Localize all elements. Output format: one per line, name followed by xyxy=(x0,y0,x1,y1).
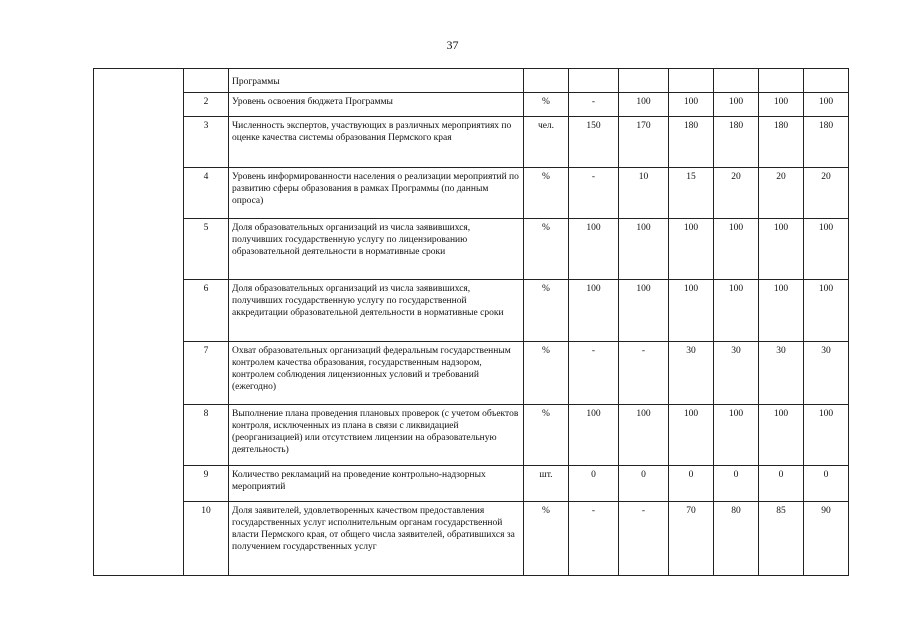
unit-cell: % xyxy=(524,219,569,280)
value-cell: 0 xyxy=(569,466,619,502)
value-cell: 70 xyxy=(669,502,714,576)
unit-cell: % xyxy=(524,405,569,466)
value-cell: 100 xyxy=(669,93,714,117)
value-cell: 100 xyxy=(804,219,849,280)
row-number-cell: 10 xyxy=(184,502,229,576)
value-cell: 85 xyxy=(759,502,804,576)
unit-cell: % xyxy=(524,502,569,576)
value-cell: 0 xyxy=(759,466,804,502)
value-cell: 30 xyxy=(669,342,714,405)
value-cell: 20 xyxy=(759,168,804,219)
value-cell: 100 xyxy=(714,405,759,466)
value-cell xyxy=(714,69,759,93)
value-cell: 100 xyxy=(619,219,669,280)
table-row xyxy=(94,69,849,93)
indicator-name-cell: Выполнение плана проведения плановых проверок (с учетом объектов контроля, исключенных из плана в связи с ликвидацией (реорганизацией) или отсутствием лицензии на образовательную деятельность) xyxy=(229,405,524,466)
indicator-name-cell: Охват образовательных организаций федеральным государственным контролем качества образования, государственным надзором, контролем соблюдения лицензионных условий и требований (ежегодно) xyxy=(229,342,524,405)
indicator-name-cell: Доля образовательных организаций из числа заявившихся, получивших государственную услугу по лицензированию образовательной деятельности в нормативные сроки xyxy=(229,219,524,280)
value-cell: 20 xyxy=(714,168,759,219)
value-cell: 100 xyxy=(569,219,619,280)
value-cell: 180 xyxy=(669,117,714,168)
value-cell: 100 xyxy=(669,405,714,466)
table-row xyxy=(94,405,849,466)
value-cell: 80 xyxy=(714,502,759,576)
value-cell: 100 xyxy=(804,405,849,466)
value-cell: 0 xyxy=(619,466,669,502)
value-cell: 170 xyxy=(619,117,669,168)
table-row xyxy=(94,502,849,576)
value-cell: 180 xyxy=(804,117,849,168)
value-cell: 100 xyxy=(569,405,619,466)
unit-cell: шт. xyxy=(524,466,569,502)
value-cell: 180 xyxy=(759,117,804,168)
table-row xyxy=(94,168,849,219)
value-cell: - xyxy=(619,502,669,576)
value-cell: 30 xyxy=(714,342,759,405)
value-cell: - xyxy=(569,168,619,219)
table-row xyxy=(94,466,849,502)
table-row xyxy=(94,342,849,405)
indicator-name-cell: Уровень освоения бюджета Программы xyxy=(229,93,524,117)
value-cell: 100 xyxy=(714,219,759,280)
value-cell: 100 xyxy=(759,280,804,342)
indicators-table xyxy=(93,68,849,576)
row-number-cell xyxy=(184,69,229,93)
value-cell: 0 xyxy=(714,466,759,502)
value-cell: 100 xyxy=(619,280,669,342)
value-cell xyxy=(619,69,669,93)
indicator-name-cell: Уровень информированности населения о реализации мероприятий по развитию сферы образования в рамках Программы (по данным опроса) xyxy=(229,168,524,219)
value-cell: 100 xyxy=(619,405,669,466)
value-cell: 100 xyxy=(669,219,714,280)
value-cell: 100 xyxy=(669,280,714,342)
value-cell: - xyxy=(619,342,669,405)
value-cell xyxy=(759,69,804,93)
value-cell: 100 xyxy=(759,405,804,466)
value-cell: 100 xyxy=(804,280,849,342)
value-cell: 15 xyxy=(669,168,714,219)
indicator-name-cell: Количество рекламаций на проведение контрольно-надзорных мероприятий xyxy=(229,466,524,502)
value-cell: 150 xyxy=(569,117,619,168)
value-cell: 100 xyxy=(759,93,804,117)
row-number-cell: 8 xyxy=(184,405,229,466)
page-number: 37 xyxy=(446,38,459,52)
unit-cell xyxy=(524,69,569,93)
row-number-cell: 3 xyxy=(184,117,229,168)
indicator-name-cell: Численность экспертов, участвующих в различных мероприятиях по оценке качества системы образования Пермского края xyxy=(229,117,524,168)
row-number-cell: 6 xyxy=(184,280,229,342)
value-cell: - xyxy=(569,502,619,576)
row-number-cell: 9 xyxy=(184,466,229,502)
indicator-name-cell: Доля образовательных организаций из числа заявившихся, получивших государственную услугу по государственной аккредитации образовательной деятельности в нормативные сроки xyxy=(229,280,524,342)
value-cell: 100 xyxy=(804,93,849,117)
unit-cell: чел. xyxy=(524,117,569,168)
indicator-name-cell: Доля заявителей, удовлетворенных качеством предоставления государственных услуг исполнительным органам государственной власти Пермского края, от общего числа заявителей, обратившихся за получением государственных услуг xyxy=(229,502,524,576)
value-cell xyxy=(569,69,619,93)
value-cell: 100 xyxy=(759,219,804,280)
value-cell: 100 xyxy=(619,93,669,117)
value-cell: 30 xyxy=(759,342,804,405)
table-row xyxy=(94,117,849,168)
value-cell: - xyxy=(569,342,619,405)
unit-cell: % xyxy=(524,93,569,117)
value-cell: 0 xyxy=(804,466,849,502)
row-number-cell: 4 xyxy=(184,168,229,219)
unit-cell: % xyxy=(524,342,569,405)
value-cell: 90 xyxy=(804,502,849,576)
table-row xyxy=(94,93,849,117)
row-number-cell: 7 xyxy=(184,342,229,405)
value-cell: 180 xyxy=(714,117,759,168)
value-cell: 20 xyxy=(804,168,849,219)
value-cell: 30 xyxy=(804,342,849,405)
value-cell: 0 xyxy=(669,466,714,502)
unit-cell: % xyxy=(524,280,569,342)
value-cell: 100 xyxy=(569,280,619,342)
value-cell: - xyxy=(569,93,619,117)
value-cell: 10 xyxy=(619,168,669,219)
unit-cell: % xyxy=(524,168,569,219)
indicator-name-cell: Программы xyxy=(229,69,524,93)
row-number-cell: 2 xyxy=(184,93,229,117)
merged-left-cell xyxy=(94,69,184,576)
value-cell xyxy=(669,69,714,93)
row-number-cell: 5 xyxy=(184,219,229,280)
value-cell xyxy=(804,69,849,93)
table-row xyxy=(94,280,849,342)
value-cell: 100 xyxy=(714,93,759,117)
table-row xyxy=(94,219,849,280)
value-cell: 100 xyxy=(714,280,759,342)
